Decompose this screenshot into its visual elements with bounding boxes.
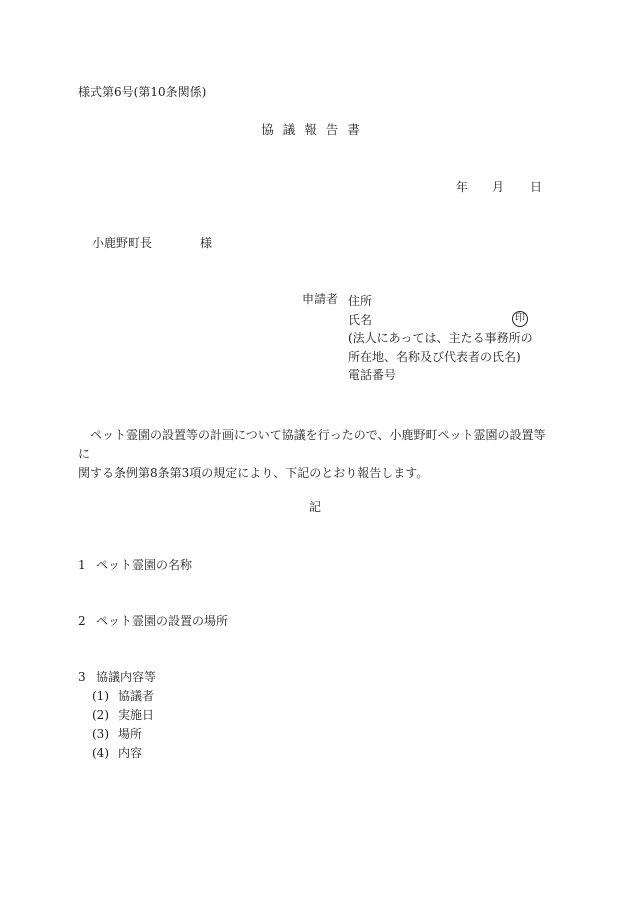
list-item bbox=[78, 670, 156, 685]
name-label: 氏名 bbox=[348, 312, 373, 327]
form-number: 様式第6号(第10条関係) bbox=[78, 85, 207, 99]
seal-mark: 印 bbox=[512, 311, 528, 327]
date-year: 年 bbox=[456, 180, 469, 194]
recipient-name: 小鹿野町長 bbox=[92, 236, 153, 250]
applicant-note-line2: 所在地、名称及び代表者の氏名) bbox=[348, 349, 521, 364]
applicant-note-line1: (法人にあっては、主たる事務所の bbox=[348, 331, 533, 345]
body-line-1: ペット霊園の設置等の計画について協議を行ったので、小鹿野町ペット霊園の設置等に bbox=[78, 428, 546, 461]
applicant-label: 申請者 bbox=[302, 292, 339, 306]
phone-label: 電話番号 bbox=[348, 368, 397, 382]
sub-item-number: (4) bbox=[92, 746, 109, 760]
item-label: 協議内容等 bbox=[96, 670, 157, 684]
list-item bbox=[78, 558, 192, 573]
sub-item-number: (1) bbox=[92, 689, 109, 703]
sub-item-number: (2) bbox=[92, 708, 109, 722]
document-title: 協議報告書 bbox=[261, 122, 369, 137]
sub-item-label: 内容 bbox=[118, 746, 143, 760]
recipient-honorific: 様 bbox=[200, 236, 213, 250]
body-line-2: 関する条例第8条第3項の規定により、下記のとおり報告します。 bbox=[78, 466, 429, 480]
item-number: 3 bbox=[78, 670, 86, 684]
applicant-block bbox=[348, 292, 533, 385]
sub-item bbox=[92, 727, 142, 742]
item-number: 2 bbox=[78, 614, 86, 628]
sub-item-label: 協議者 bbox=[118, 689, 155, 703]
sub-item bbox=[92, 746, 142, 761]
item-label: ペット霊園の設置の場所 bbox=[96, 614, 229, 628]
sub-item-number: (3) bbox=[92, 727, 109, 741]
sub-item-label: 実施日 bbox=[118, 708, 155, 722]
sub-item-label: 場所 bbox=[118, 727, 143, 741]
ki-heading: 記 bbox=[308, 500, 321, 514]
list-item bbox=[78, 614, 228, 629]
sub-item bbox=[92, 689, 154, 704]
address-label: 住所 bbox=[348, 294, 373, 308]
item-label: ペット霊園の名称 bbox=[96, 558, 193, 572]
date-month: 月 bbox=[492, 180, 505, 194]
date-line bbox=[456, 180, 542, 195]
item-number: 1 bbox=[78, 558, 86, 572]
date-day: 日 bbox=[530, 180, 543, 194]
recipient bbox=[92, 236, 212, 251]
body-text bbox=[78, 426, 556, 483]
sub-item bbox=[92, 708, 154, 723]
